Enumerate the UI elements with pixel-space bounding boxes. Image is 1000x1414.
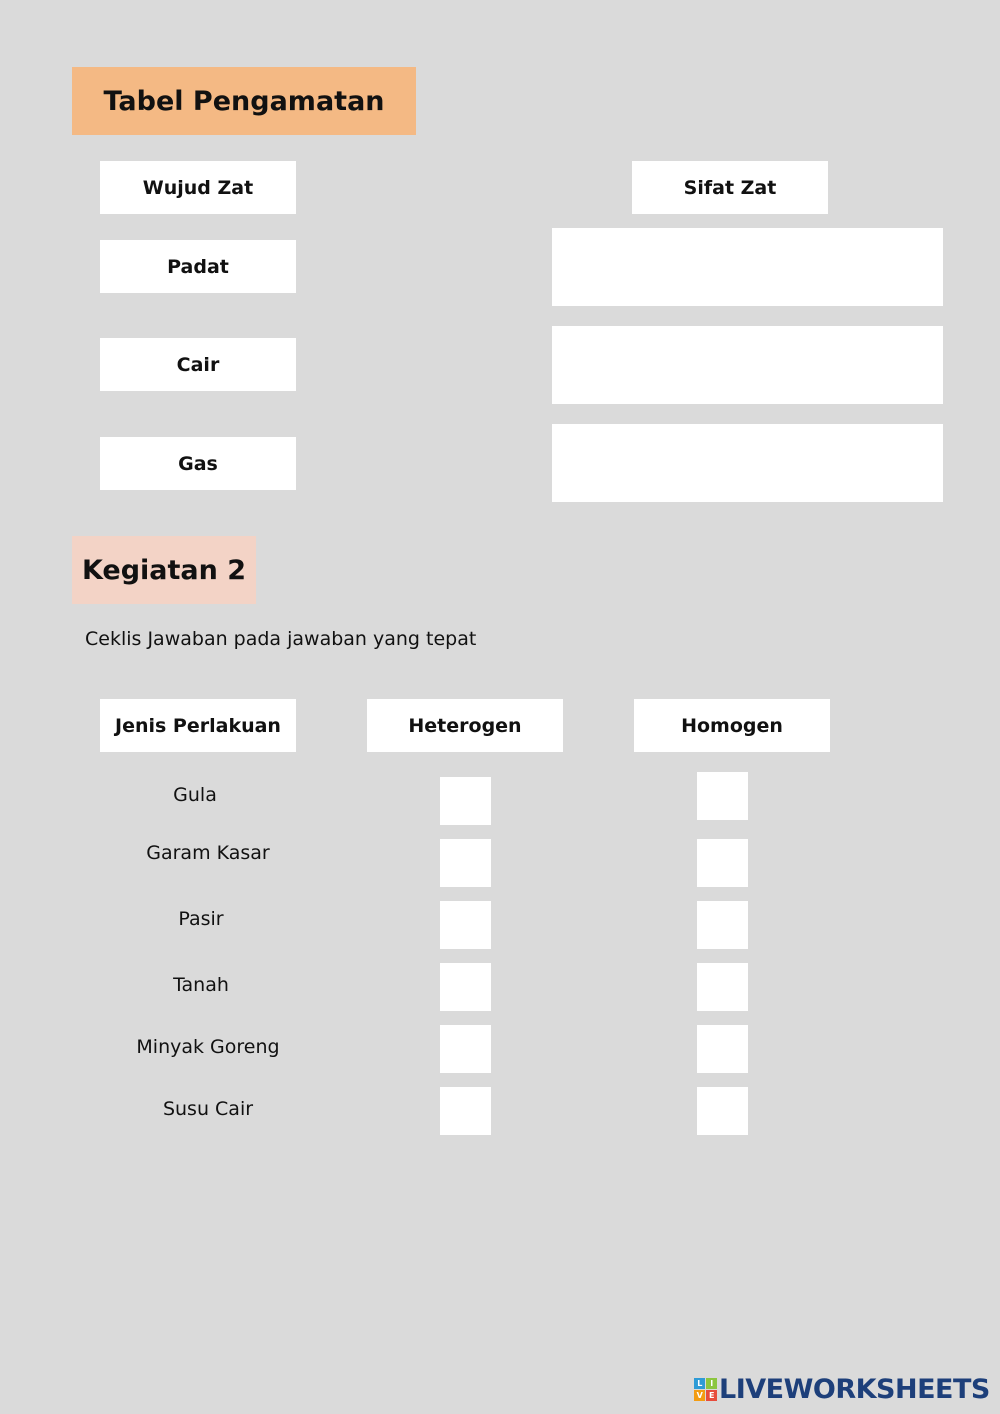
logo-mark-letter: E [706,1390,717,1401]
property-answer-liquid[interactable] [552,326,943,404]
checkbox-homogeneous-sand[interactable] [697,901,748,949]
item-label-coarse-salt: Garam Kasar [146,842,270,864]
header-state: Wujud Zat [100,161,296,214]
checkbox-heterogeneous-liquid-milk[interactable] [440,1087,491,1135]
item-label-soil: Tanah [173,974,229,996]
checkbox-heterogeneous-soil[interactable] [440,963,491,1011]
property-answer-solid[interactable] [552,228,943,306]
activity-title: Kegiatan 2 [72,536,256,604]
logo-mark-letter: V [694,1390,705,1401]
checkbox-homogeneous-sugar[interactable] [697,772,748,820]
checkbox-heterogeneous-sand[interactable] [440,901,491,949]
logo-mark-icon [694,1378,717,1401]
checkbox-heterogeneous-sugar[interactable] [440,777,491,825]
header-heterogeneous: Heterogen [367,699,563,752]
item-label-liquid-milk: Susu Cair [162,1098,254,1120]
observation-title: Tabel Pengamatan [72,67,416,135]
header-property: Sifat Zat [632,161,828,214]
item-label-cooking-oil: Minyak Goreng [136,1036,280,1058]
item-label-sand: Pasir [178,908,224,930]
checkbox-heterogeneous-coarse-salt[interactable] [440,839,491,887]
logo-mark-letter: L [694,1378,705,1389]
checkbox-homogeneous-liquid-milk[interactable] [697,1087,748,1135]
state-label-liquid: Cair [100,338,296,391]
state-label-solid: Padat [100,240,296,293]
checkbox-homogeneous-cooking-oil[interactable] [697,1025,748,1073]
header-treatment: Jenis Perlakuan [100,699,296,752]
checkbox-homogeneous-soil[interactable] [697,963,748,1011]
checkbox-heterogeneous-cooking-oil[interactable] [440,1025,491,1073]
item-label-sugar: Gula [173,784,217,806]
state-label-gas: Gas [100,437,296,490]
header-homogeneous: Homogen [634,699,830,752]
logo-mark-letter: I [706,1378,717,1389]
logo-text: LIVEWORKSHEETS [719,1374,990,1405]
activity-instruction: Ceklis Jawaban pada jawaban yang tepat [85,628,477,650]
checkbox-homogeneous-coarse-salt[interactable] [697,839,748,887]
liveworksheets-logo [694,1374,990,1405]
property-answer-gas[interactable] [552,424,943,502]
